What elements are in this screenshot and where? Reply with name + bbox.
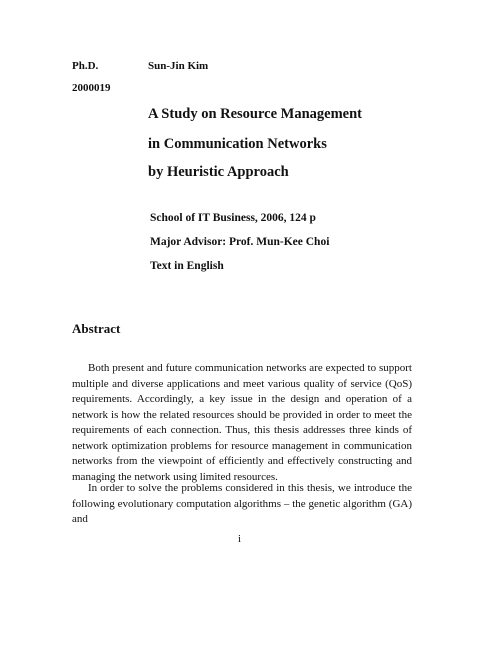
title-line-3: by Heuristic Approach [148,164,289,180]
language-info: Text in English [150,260,224,272]
student-id: 2000019 [72,82,111,94]
title-line-1: A Study on Resource Management [148,106,363,122]
advisor-info: Major Advisor: Prof. Mun-Kee Choi [150,236,330,248]
degree-label: Ph.D. [72,60,99,72]
title-line-2: in Communication Networks [148,136,327,152]
page-number: i [238,533,242,545]
abstract-paragraph-2: In order to solve the problems considered in this thesis, we introduce the following evolutionary computation algorithms – the genetic algorithm (GA) and [72,482,412,525]
author-name: Sun-Jin Kim [148,60,209,72]
abstract-heading: Abstract [72,321,121,336]
school-info: School of IT Business, 2006, 124 p [150,212,316,224]
abstract-paragraph-1: Both present and future communication networks are expected to support multiple and diverse applications and meet various quality of service (QoS) requirements. Accordingly, a key issue in the design and operation of a network is how the related resources should be provided in order to meet the requirements of each connection. Thus, this thesis addresses three kinds of network optimization problems for resource management in communication networks from the viewpoint of efficiently and effectively constructing and managing the network using limited resources. [72,362,412,483]
